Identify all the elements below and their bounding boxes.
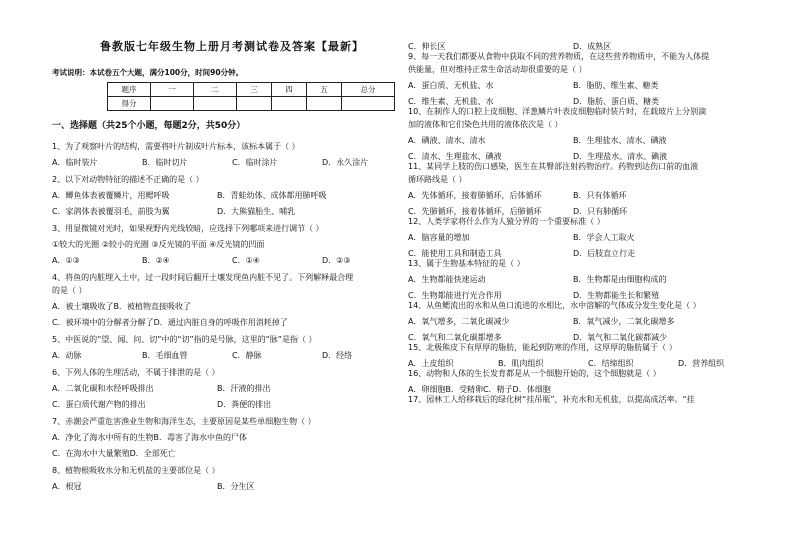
answer-option[interactable]: C．生物都能进行光合作用 <box>408 291 502 300</box>
answer-option[interactable]: A．上皮组织 <box>408 359 454 368</box>
answer-option[interactable]: A．碘液、清水、清水 <box>408 136 486 145</box>
answer-option[interactable]: C．能使用工具和制造工具 <box>408 249 502 258</box>
question-block <box>408 107 768 162</box>
answer-option[interactable]: A．氧气增多，二氧化碳减少 <box>408 317 510 326</box>
score-cell: 得分 <box>108 97 151 111</box>
score-cell: 一 <box>151 83 194 97</box>
question-block <box>408 301 768 343</box>
answer-option[interactable]: A．蛋白质、无机盐、水 <box>408 81 494 90</box>
left-question-list <box>52 142 412 492</box>
question-block <box>52 175 412 217</box>
question-text: 5、中医说的“望、闻、问、切”中的“切”指的是号脉，这里的“脉”是指（ ） <box>52 335 317 344</box>
question-block <box>408 395 768 405</box>
question-block <box>52 273 412 328</box>
answer-option[interactable]: A．先体循环，接着肺循环，后体循环 <box>408 191 542 200</box>
score-cell[interactable] <box>151 97 194 111</box>
question-block <box>52 335 412 361</box>
question-text: 12、人类学家将什么作为人猿分界的一个重要标准（ ） <box>408 217 605 226</box>
answer-option[interactable]: A．卵细胞B．受精卵C．精子D．体细胞 <box>408 385 551 394</box>
answer-option[interactable]: D．生理盐水、清水、碘液 <box>573 152 668 161</box>
question-text-continued: 的是（ ） <box>52 286 87 295</box>
answer-option[interactable]: C．临时涂片 <box>232 158 278 167</box>
right-question-list <box>408 42 768 405</box>
left-column <box>52 0 412 492</box>
answer-option[interactable]: B．临时切片 <box>142 158 188 167</box>
answer-option[interactable]: B．汗液的排出 <box>217 384 271 393</box>
score-cell[interactable] <box>194 97 237 111</box>
answer-option[interactable]: C．结缔组织 <box>588 359 634 368</box>
score-cell: 总分 <box>342 83 395 97</box>
answer-option[interactable]: D．脂肪、蛋白质、糖类 <box>573 97 660 106</box>
question-block <box>408 259 768 301</box>
answer-option[interactable]: B．②④ <box>142 256 170 265</box>
question-text: 1、为了观察叶片的结构，需要将叶片制成叶片标本，该标本属于（ ） <box>52 142 300 151</box>
answer-option[interactable]: A．鲫鱼体表被覆鳞片，用鳃呼吸 <box>52 191 170 200</box>
score-cell: 题序 <box>108 83 151 97</box>
answer-option[interactable]: D．生物都能生长和繁殖 <box>573 291 660 300</box>
score-cell[interactable] <box>237 97 272 111</box>
question-block <box>408 369 768 395</box>
answer-option[interactable]: B．学会人工取火 <box>573 233 635 242</box>
question-block <box>52 368 412 410</box>
answer-option[interactable]: C．①④ <box>232 256 260 265</box>
section-heading: 一、选择题（共25个小题，每题2分，共50分） <box>52 121 246 131</box>
answer-option[interactable]: C．蛋白质代谢产物的排出 <box>52 400 146 409</box>
score-table <box>107 82 395 111</box>
answer-option[interactable]: D．永久涂片 <box>322 158 369 167</box>
right-column <box>408 0 768 405</box>
answer-option[interactable]: ①较大的光圈 ②较小的光圈 ③反光镜的平面 ④反光镜的凹面 <box>52 240 265 249</box>
question-text: 2、以下对动物特征的描述不正确的是（ ） <box>52 175 204 184</box>
answer-option[interactable]: B．只有体循环 <box>573 191 627 200</box>
score-cell[interactable] <box>272 97 307 111</box>
answer-option[interactable]: A．二氧化碳和水经呼吸排出 <box>52 384 154 393</box>
answer-option[interactable]: A．动脉 <box>52 351 82 360</box>
question-text: 3、用显微镜对光时，如果视野内光线较暗，应选择下列哪项来进行调节（ ） <box>52 224 324 233</box>
answer-option[interactable]: A．被土壤吸收了B．被植物直接吸收了 <box>52 302 191 311</box>
question-text: 17、园林工人给移栽后的绿化树“挂吊瓶”，补充水和无机盐，以提高成活率。“挂 <box>408 395 695 404</box>
score-cell: 五 <box>307 83 342 97</box>
question-text: 13、属于生物基本特征的是（ ） <box>408 259 525 268</box>
question-text: 7、赤潮会严重危害渔业生物和海洋生态，主要原因是某些单细胞生物（ ） <box>52 417 316 426</box>
question-block <box>52 466 412 492</box>
answer-option[interactable]: A．生物都能快速运动 <box>408 275 486 284</box>
answer-option[interactable]: D．②③ <box>322 256 351 265</box>
question-text-continued: 供能量，但对维持正常生命活动却很重要的是（ ） <box>408 65 587 74</box>
question-block <box>52 417 412 459</box>
answer-option[interactable]: C．氧气和二氧化碳都增多 <box>408 333 502 342</box>
answer-option[interactable]: A．根冠 <box>52 482 82 491</box>
question-block <box>408 343 768 369</box>
exam-instructions: 考试说明：本试卷五个大题，满分100分，时间90分钟。 <box>52 68 244 77</box>
answer-option[interactable]: D．经络 <box>322 351 353 360</box>
answer-option[interactable]: C．伸长区 <box>408 42 446 51</box>
answer-option[interactable]: D．氧气和二氧化碳都减少 <box>573 333 668 342</box>
question-text: 16、动物和人体的生长发育都是从一个细胞开始的，这个细胞就是（ ） <box>408 369 661 378</box>
answer-option[interactable]: C．家鸽体表被覆羽毛，前肢为翼 <box>52 207 170 216</box>
answer-option[interactable]: D．后肢直立行走 <box>573 249 636 258</box>
question-block <box>408 42 768 52</box>
question-text-continued: 循环路线是（ ） <box>408 175 467 184</box>
score-cell[interactable] <box>342 97 395 111</box>
score-table-score-row <box>108 97 395 111</box>
question-block <box>52 142 412 168</box>
question-block <box>52 256 412 266</box>
score-table-header-row <box>108 83 395 97</box>
question-text: 10、在制作人的口腔上皮细胞、洋葱鳞片叶表皮细胞临时装片时，在载玻片上分别滴 <box>408 107 707 116</box>
question-text: 6、下列人体的生理活动，不属于排泄的是（ ） <box>52 368 220 377</box>
score-cell[interactable] <box>307 97 342 111</box>
question-text: 8、植物根吸收水分和无机盐的主要部位是（ ） <box>52 466 220 475</box>
question-block <box>408 162 768 217</box>
answer-option[interactable]: D．大熊猫胎生、哺乳 <box>217 207 296 216</box>
answer-option[interactable]: D．粪便的排出 <box>217 400 272 409</box>
answer-option[interactable]: D．成熟区 <box>573 42 612 51</box>
question-block <box>52 224 412 250</box>
score-cell: 三 <box>237 83 272 97</box>
question-text: 15、北极熊皮下有厚厚的脂肪，能起到防寒的作用，这厚厚的脂肪属于（ ） <box>408 343 677 352</box>
answer-option[interactable]: B．肌肉组织 <box>498 359 544 368</box>
answer-option[interactable]: A．净化了海水中所有的生物B．毒害了海水中鱼的尸体 <box>52 433 247 442</box>
answer-option[interactable]: C．在海水中大量繁殖D．全部死亡 <box>52 449 176 458</box>
question-text: 11、某同学上肢的伤口感染，医生在其臀部注射药物治疗。药物到达伤口前的血液 <box>408 162 699 171</box>
question-block <box>408 217 768 259</box>
score-cell: 二 <box>194 83 237 97</box>
answer-option[interactable]: A．脑容量的增加 <box>408 233 470 242</box>
answer-option[interactable]: B．氧气减少，二氧化碳增多 <box>573 317 675 326</box>
answer-option[interactable]: B．生物都是由细胞构成的 <box>573 275 667 284</box>
answer-option[interactable]: D．营养组织 <box>678 359 725 368</box>
answer-option[interactable]: C．清水、生理盐水、碘液 <box>408 152 502 161</box>
answer-option[interactable]: C．静脉 <box>232 351 262 360</box>
question-text-continued: 加的液体和它们染色共用的液体依次是（ ） <box>408 120 563 129</box>
answer-option[interactable]: C．维生素、无机盐、水 <box>408 97 494 106</box>
answer-option[interactable]: D．只有肺循环 <box>573 207 628 216</box>
answer-option[interactable]: B．毛细血管 <box>142 351 188 360</box>
answer-option[interactable]: A．临时装片 <box>52 158 98 167</box>
answer-option[interactable]: B．生理盐水、清水、碘液 <box>573 136 667 145</box>
answer-option[interactable]: C．先肺循环，接着体循环，后肺循环 <box>408 207 542 216</box>
answer-option[interactable]: C．被环境中的分解者分解了D．通过内脏自身的呼吸作用消耗掉了 <box>52 318 288 327</box>
question-text: 14、从鱼鳃流出的水和从鱼口流进的水相比，水中溶解的气体成分发生变化是（ ） <box>408 301 701 310</box>
answer-option[interactable]: A．①③ <box>52 256 80 265</box>
question-block <box>408 52 768 107</box>
answer-option[interactable]: B．分生区 <box>217 482 255 491</box>
answer-option[interactable]: B．青蛙幼体、成体都用肺呼吸 <box>217 191 327 200</box>
page-title: 鲁教版七年级生物上册月考测试卷及答案【最新】 <box>100 40 364 53</box>
score-cell: 四 <box>272 83 307 97</box>
answer-option[interactable]: B．脂肪、维生素、糖类 <box>573 81 659 90</box>
question-text: 4、将鱼的内脏埋入土中，过一段时间后翻开土壤发现鱼内脏不见了。下列解释最合理 <box>52 273 354 282</box>
question-text: 9、每一天我们都要从食物中获取不同的营养物质，在这些营养物质中，不能为人体提 <box>408 52 710 61</box>
